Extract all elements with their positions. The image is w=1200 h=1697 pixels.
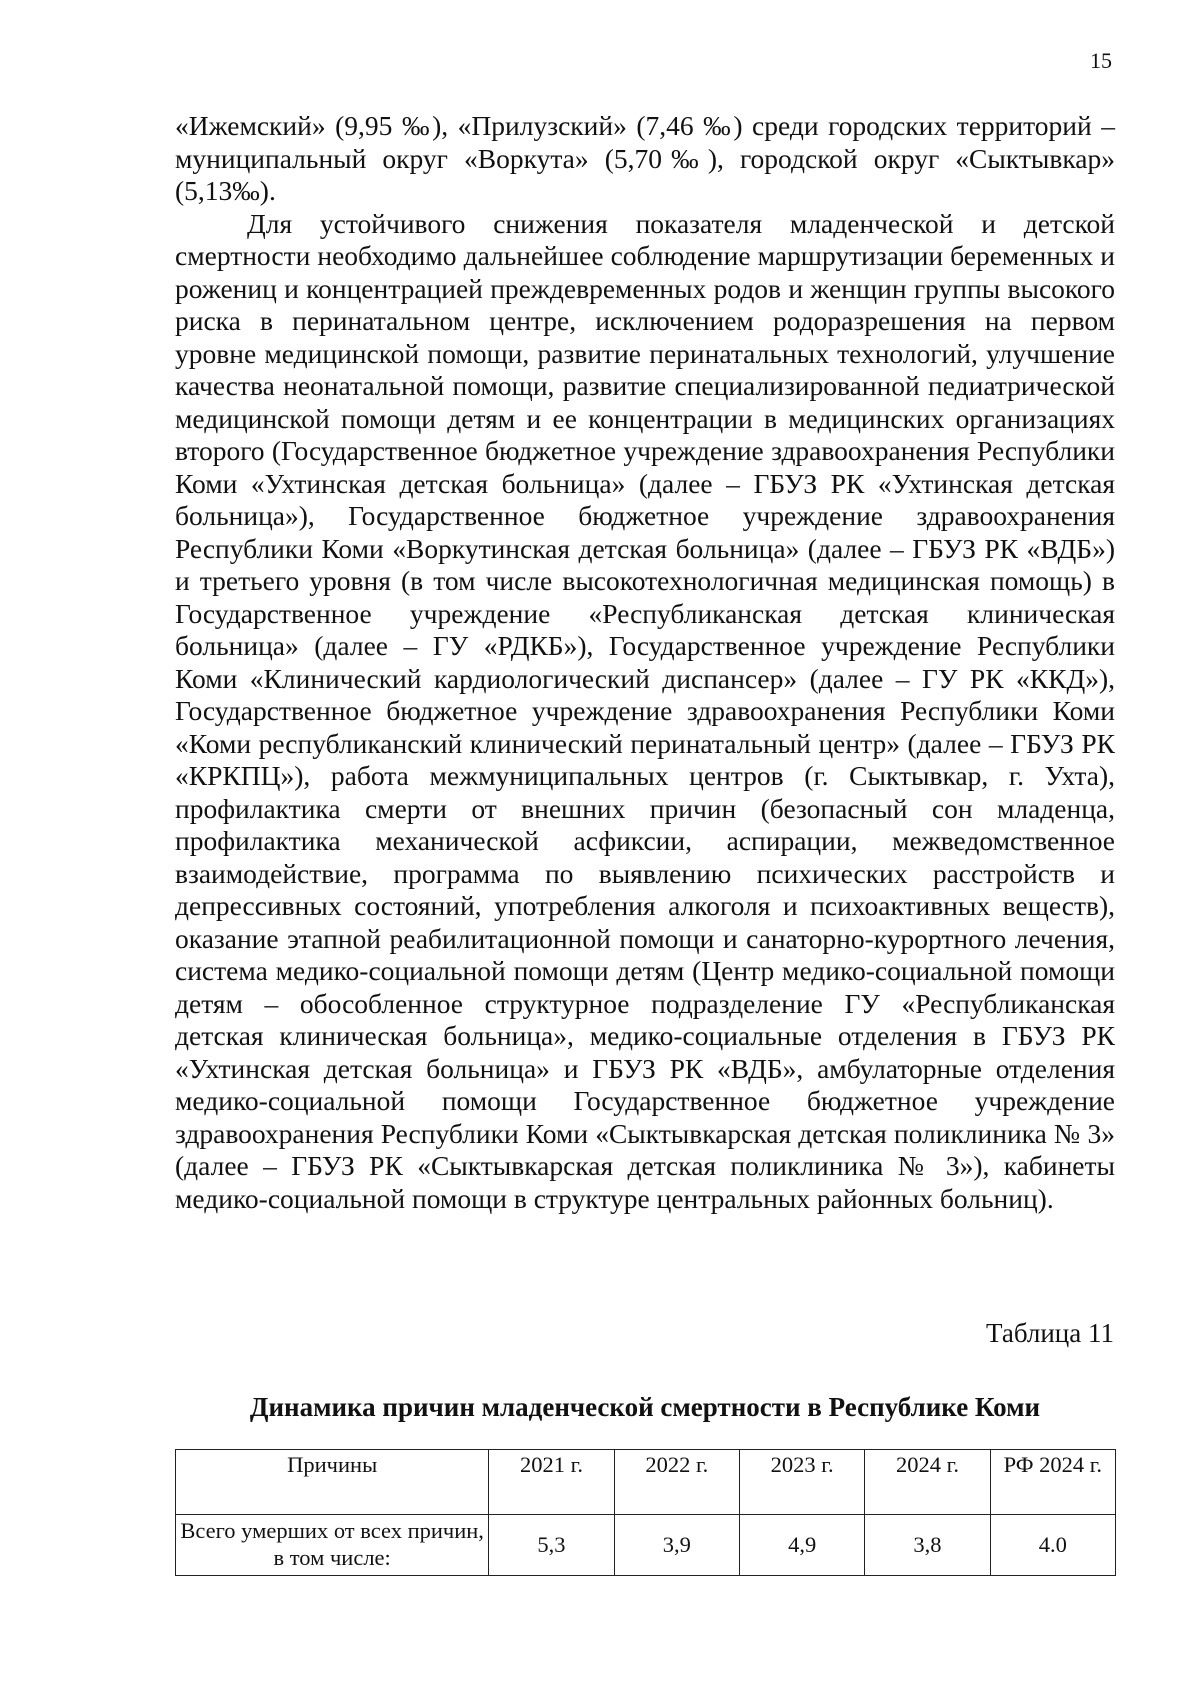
table-cell: 4.0 — [990, 1515, 1115, 1576]
paragraph: «Ижемский» (9,95 ‰), «Прилузский» (7,46 ‰) среди городских территорий – муниципальный округ «Воркута» (5,70‰), городской округ «Сыктывкар» (5,13‰). — [175, 110, 1115, 206]
header-cell-rf-2024: РФ 2024 г. — [990, 1450, 1115, 1515]
header-cell-causes: Причины — [176, 1450, 489, 1515]
header-cell-2021: 2021 г. — [489, 1450, 614, 1515]
header-cell-2023: 2023 г. — [739, 1450, 864, 1515]
table-row — [176, 1515, 1116, 1576]
table-cell-cause: Всего умерших от всех причин, в том числе: — [176, 1515, 489, 1576]
table-cell: 4,9 — [739, 1515, 864, 1576]
table-cell: 5,3 — [489, 1515, 614, 1576]
table-cell: 3,8 — [865, 1515, 990, 1576]
table-header-row — [176, 1450, 1116, 1515]
header-cell-2024: 2024 г. — [865, 1450, 990, 1515]
paragraph: Для устойчивого снижения показателя младенческой и детской смертности необходимо дальнейшее соблюдение маршрутизации беременных и рожениц и концентрацией преждевременных родов и женщин группы высокого риска в перинатальном центре, исключением родоразрешения на первом уровне медицинской помощи, развитие перинатальных технологий, улучшение качества неонатальной помощи, развитие специализированной педиатрической медицинской помощи детям и ее концентрации в медицинских организациях второго (Государственное бюджетное учреждение здравоохранения Республики Коми «Ухтинская детская больница» (далее – ГБУЗ РК «Ухтинская детская больница»), Государственное бюджетное учреждение здравоохранения Республики Коми «Воркутинская детская больница» (далее – ГБУЗ РК «ВДБ») и третьего уровня (в том числе высокотехнологичная медицинская помощь) в Государственное учреждение «Республиканская детская клиническая больница» (далее – ГУ «РДКБ»), Государственное учреждение Республики Коми «Клинический кардиологический диспансер» (далее – ГУ РК «ККД»), Государственное бюджетное учреждение здравоохранения Республики Коми «Коми республиканский клинический перинатальный центр» (далее – ГБУЗ РК «КРКПЦ»), работа межмуниципальных центров (г. Сыктывкар, г. Ухта), профилактика смерти от внешних причин (безопасный сон младенца, профилактика механической асфиксии, аспирации, межведомственное взаимодействие, программа по выявлению психических расстройств и депрессивных состояний, употребления алкоголя и психоактивных веществ), оказание этапной реабилитационной помощи и санаторно-курортного лечения, система медико-социальной помощи детям (Центр медико-социальной помощи детям – обособленное структурное подразделение ГУ «Республиканская детская клиническая больница», медико-социальные отделения в ГБУЗ РК «Ухтинская детская больница» и ГБУЗ РК «ВДБ», амбулаторные отделения медико-социальной помощи Государственное бюджетное учреждение здравоохранения Республики Коми «Сыктывкарская детская поликлиника № 3» (далее – ГБУЗ РК «Сыктывкарская детская поликлиника № 3»), кабинеты медико-социальной помощи в структуре центральных районных больниц). — [175, 207, 1115, 1214]
page-number: 15 — [1090, 48, 1112, 73]
table-title: Динамика причин младенческой смертности в Республике Коми — [249, 1392, 1041, 1422]
header-cell-2022: 2022 г. — [614, 1450, 739, 1515]
table-caption: Таблица 11 — [986, 1318, 1114, 1348]
body-text — [175, 110, 1115, 1215]
table-cell: 3,9 — [614, 1515, 739, 1576]
mortality-causes-table — [175, 1449, 1116, 1576]
